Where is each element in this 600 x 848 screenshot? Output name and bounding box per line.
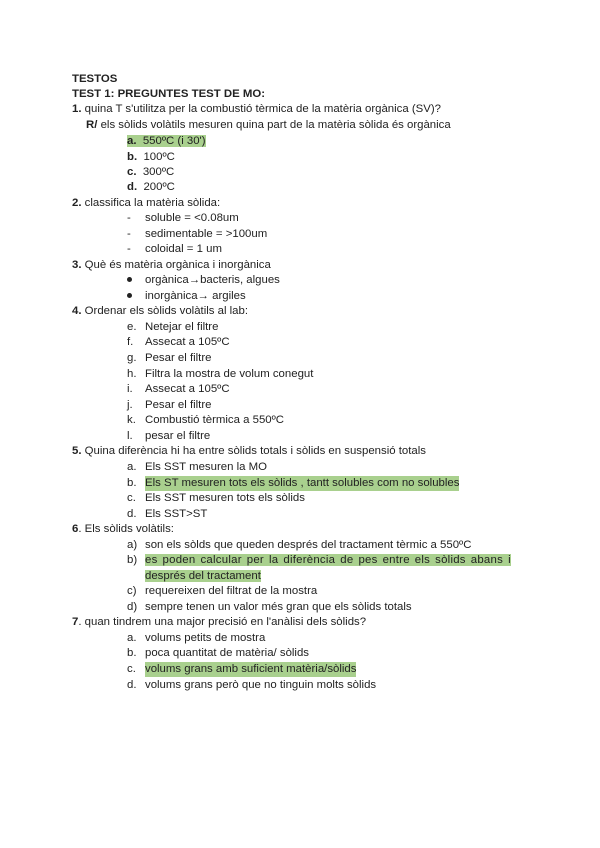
answer-label: R/: [86, 119, 98, 131]
option-b: [127, 553, 137, 568]
option-a: [127, 538, 472, 553]
option-letter: c.: [127, 492, 136, 504]
question-6: [72, 522, 174, 537]
option-letter: l.: [127, 430, 133, 442]
option-text: volums petits de mostra: [145, 632, 266, 644]
option-letter: d.: [127, 181, 138, 193]
option-text: volums grans però que no tinguin molts sòlids: [145, 679, 377, 691]
option-text: Els SST mesuren tots els sòlids: [145, 492, 305, 504]
option-l: [127, 429, 211, 444]
option-j: [127, 398, 212, 413]
option-letter: a.: [127, 135, 137, 147]
option-text: Netejar el filtre: [145, 321, 219, 333]
option-a: [127, 460, 267, 475]
option-text: Combustió tèrmica a 550ºC: [145, 414, 285, 426]
option-i: [127, 382, 230, 397]
option-text-line-2: després del tractament: [145, 570, 261, 582]
list-item: [127, 211, 239, 226]
option-a: [127, 631, 266, 646]
option-text: pesar el filtre: [145, 430, 211, 442]
bullet-dot-icon: [127, 293, 132, 298]
option-text: requereixen del filtrat de la mostra: [145, 585, 318, 597]
option-letter: b): [127, 554, 138, 566]
question-text: Què és matèria orgànica i inorgànica: [84, 259, 271, 271]
question-number: 2.: [72, 197, 82, 209]
item-text: sedimentable = >100um: [145, 228, 268, 240]
option-d: [127, 507, 208, 522]
option-text: 300ºC: [142, 166, 175, 178]
option-letter: b.: [127, 477, 137, 489]
option-letter: h.: [127, 368, 137, 380]
option-text-line-1: es poden calcular per la diferència de pes entre els sòlids abans i: [145, 554, 511, 566]
item-text: coloidal = 1 um: [145, 243, 222, 255]
question-5: [72, 444, 426, 459]
question-text: . Els sòlids volàtils:: [78, 523, 174, 535]
option-letter: c.: [127, 166, 137, 178]
option-text: Assecat a 105ºC: [145, 383, 230, 395]
option-letter: c): [127, 585, 137, 597]
option-letter: a.: [127, 632, 137, 644]
option-k: [127, 413, 285, 428]
doc-title: TESTOS: [72, 73, 118, 85]
option-c: [127, 584, 318, 599]
question-1: [72, 102, 441, 117]
option-text: Pesar el filtre: [145, 399, 212, 411]
option-letter: a.: [127, 461, 137, 473]
option-b: [127, 150, 175, 165]
item-text: orgànica→bacteris, algues: [145, 274, 280, 286]
option-text: [145, 553, 528, 568]
option-letter: j.: [127, 399, 133, 411]
option-d: [127, 180, 175, 195]
option-letter: i.: [127, 383, 133, 395]
question-number: 7: [72, 616, 79, 628]
question-text: classifica la matèria sòlida:: [84, 197, 221, 209]
option-text: 200ºC: [143, 181, 175, 193]
dash-bullet: -: [127, 212, 131, 224]
option-letter: b.: [127, 647, 137, 659]
option-text: 550ºC (i 30'): [142, 135, 206, 147]
option-e: [127, 320, 219, 335]
option-text: 100ºC: [143, 151, 175, 163]
option-c: [127, 662, 357, 677]
option-b: [127, 646, 309, 661]
question-4: [72, 304, 248, 319]
list-item: [127, 273, 280, 288]
option-text: Els SST>ST: [145, 508, 208, 520]
option-b: [127, 476, 460, 491]
option-letter: d.: [127, 679, 137, 691]
option-letter: k.: [127, 414, 136, 426]
question-number: 4.: [72, 305, 82, 317]
option-text: poca quantitat de matèria/ sòlids: [145, 647, 309, 659]
question-3: [72, 258, 271, 273]
option-text: sempre tenen un valor més gran que els sòlids totals: [145, 601, 412, 613]
option-letter: e.: [127, 321, 137, 333]
option-text-cont: [145, 569, 261, 584]
question-number: 5.: [72, 445, 82, 457]
question-text: Quina diferència hi ha entre sòlids totals i sòlids en suspensió totals: [84, 445, 426, 457]
option-letter: c.: [127, 663, 136, 675]
question-number: 6: [72, 523, 79, 535]
option-letter: a): [127, 539, 138, 551]
option-text: Assecat a 105ºC: [145, 336, 230, 348]
option-d: [127, 678, 377, 693]
option-c: [127, 491, 305, 506]
option-letter: g.: [127, 352, 137, 364]
answer-line: [86, 118, 451, 133]
dash-bullet: -: [127, 243, 131, 255]
question-text: . quan tindrem una major precisió en l'anàlisi dels sòlids?: [78, 616, 367, 628]
option-text: Filtra la mostra de volum conegut: [145, 368, 314, 380]
list-item: [127, 227, 268, 242]
question-number: 3.: [72, 259, 82, 271]
option-c: [127, 165, 174, 180]
option-h: [127, 367, 314, 382]
option-letter: d): [127, 601, 138, 613]
question-number: 1.: [72, 103, 82, 115]
option-letter: b.: [127, 151, 138, 163]
item-text: soluble = <0.08um: [145, 212, 239, 224]
doc-subtitle: TEST 1: PREGUNTES TEST DE MO:: [72, 88, 266, 100]
option-text: Els SST mesuren la MO: [145, 461, 267, 473]
option-text: volums grans amb suficient matèria/sòlids: [145, 663, 357, 675]
option-letter: f.: [127, 336, 134, 348]
option-text: Els ST mesuren tots els sòlids , tantt solubles com no solubles: [145, 477, 460, 489]
option-text: Pesar el filtre: [145, 352, 212, 364]
option-letter: d.: [127, 508, 137, 520]
question-text: Ordenar els sòlids volàtils al lab:: [84, 305, 249, 317]
list-item: [127, 289, 246, 304]
option-g: [127, 351, 212, 366]
question-text: quina T s'utilitza per la combustió tèrmica de la matèria orgànica (SV)?: [84, 103, 441, 115]
option-a: [127, 134, 206, 149]
option-d: [127, 600, 412, 615]
answer-text: els sòlids volàtils mesuren quina part de la matèria sòlida és orgànica: [100, 119, 451, 131]
option-text: son els sòlds que queden després del tractament tèrmic a 550ºC: [145, 539, 472, 551]
question-7: [72, 615, 366, 630]
bullet-dot-icon: [127, 277, 132, 282]
option-f: [127, 335, 230, 350]
dash-bullet: -: [127, 228, 131, 240]
item-text: inorgànica→ argiles: [145, 290, 246, 302]
question-2: [72, 196, 220, 211]
list-item: [127, 242, 222, 257]
